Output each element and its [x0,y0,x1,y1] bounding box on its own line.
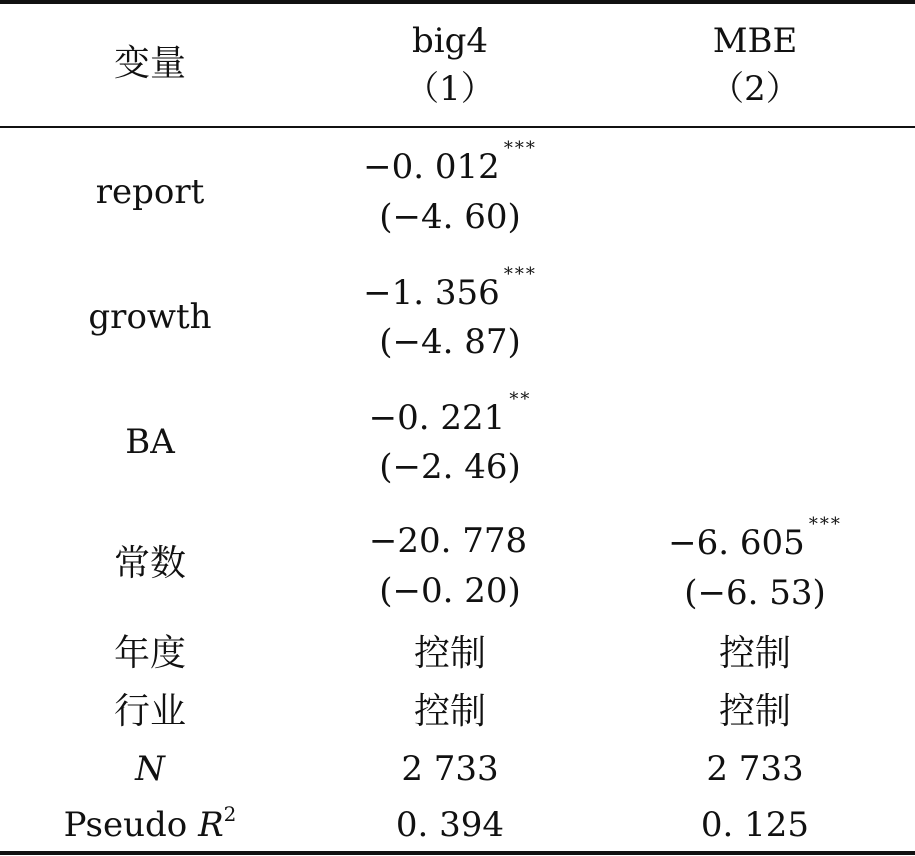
header-col2-number: （2） [710,69,800,109]
year-control-col1: 控制 [413,633,486,674]
row-label-growth: growth [88,297,212,337]
coef-ba: −0. 221 ** [368,389,532,438]
n-col1: 2 733 [401,749,499,789]
row-label-n: N [135,749,165,789]
row-label-industry: 行业 [113,691,186,732]
row-label-ba: BA [125,422,175,462]
row-label-constant: 常数 [113,543,186,584]
pseudo-r2-col2: 0. 125 [700,805,810,845]
row-label-pseudo-r2: Pseudo $R^2$ [63,802,237,845]
tstat-constant-col1: (−0. 20) [379,571,521,611]
tstat-growth: (−4. 87) [379,322,521,362]
tstat-constant-col2: (−6. 53) [684,573,826,613]
tstat-ba: (−2. 46) [379,447,521,487]
table-top-rule [0,0,915,4]
industry-control-col1: 控制 [413,691,486,732]
n-col2: 2 733 [706,749,804,789]
tstat-report: (−4. 60) [379,197,521,237]
table-bottom-rule [0,851,915,855]
coef-growth: −1. 356 *** [363,264,537,313]
header-rule [0,126,915,128]
header-variable: 变量 [113,43,186,84]
industry-control-col2: 控制 [718,691,791,732]
year-control-col2: 控制 [718,633,791,674]
coef-constant-col2: −6. 605 *** [668,514,842,563]
header-col2-name: MBE [712,21,798,61]
header-col1-number: （1） [405,69,495,109]
pseudo-r2-col1: 0. 394 [395,805,505,845]
coef-constant-col1: −20. 778 [368,521,528,561]
row-label-year: 年度 [113,633,186,674]
row-label-report: report [95,172,205,212]
coef-report: −0. 012 *** [363,138,537,187]
header-col1-name: big4 [411,21,489,61]
